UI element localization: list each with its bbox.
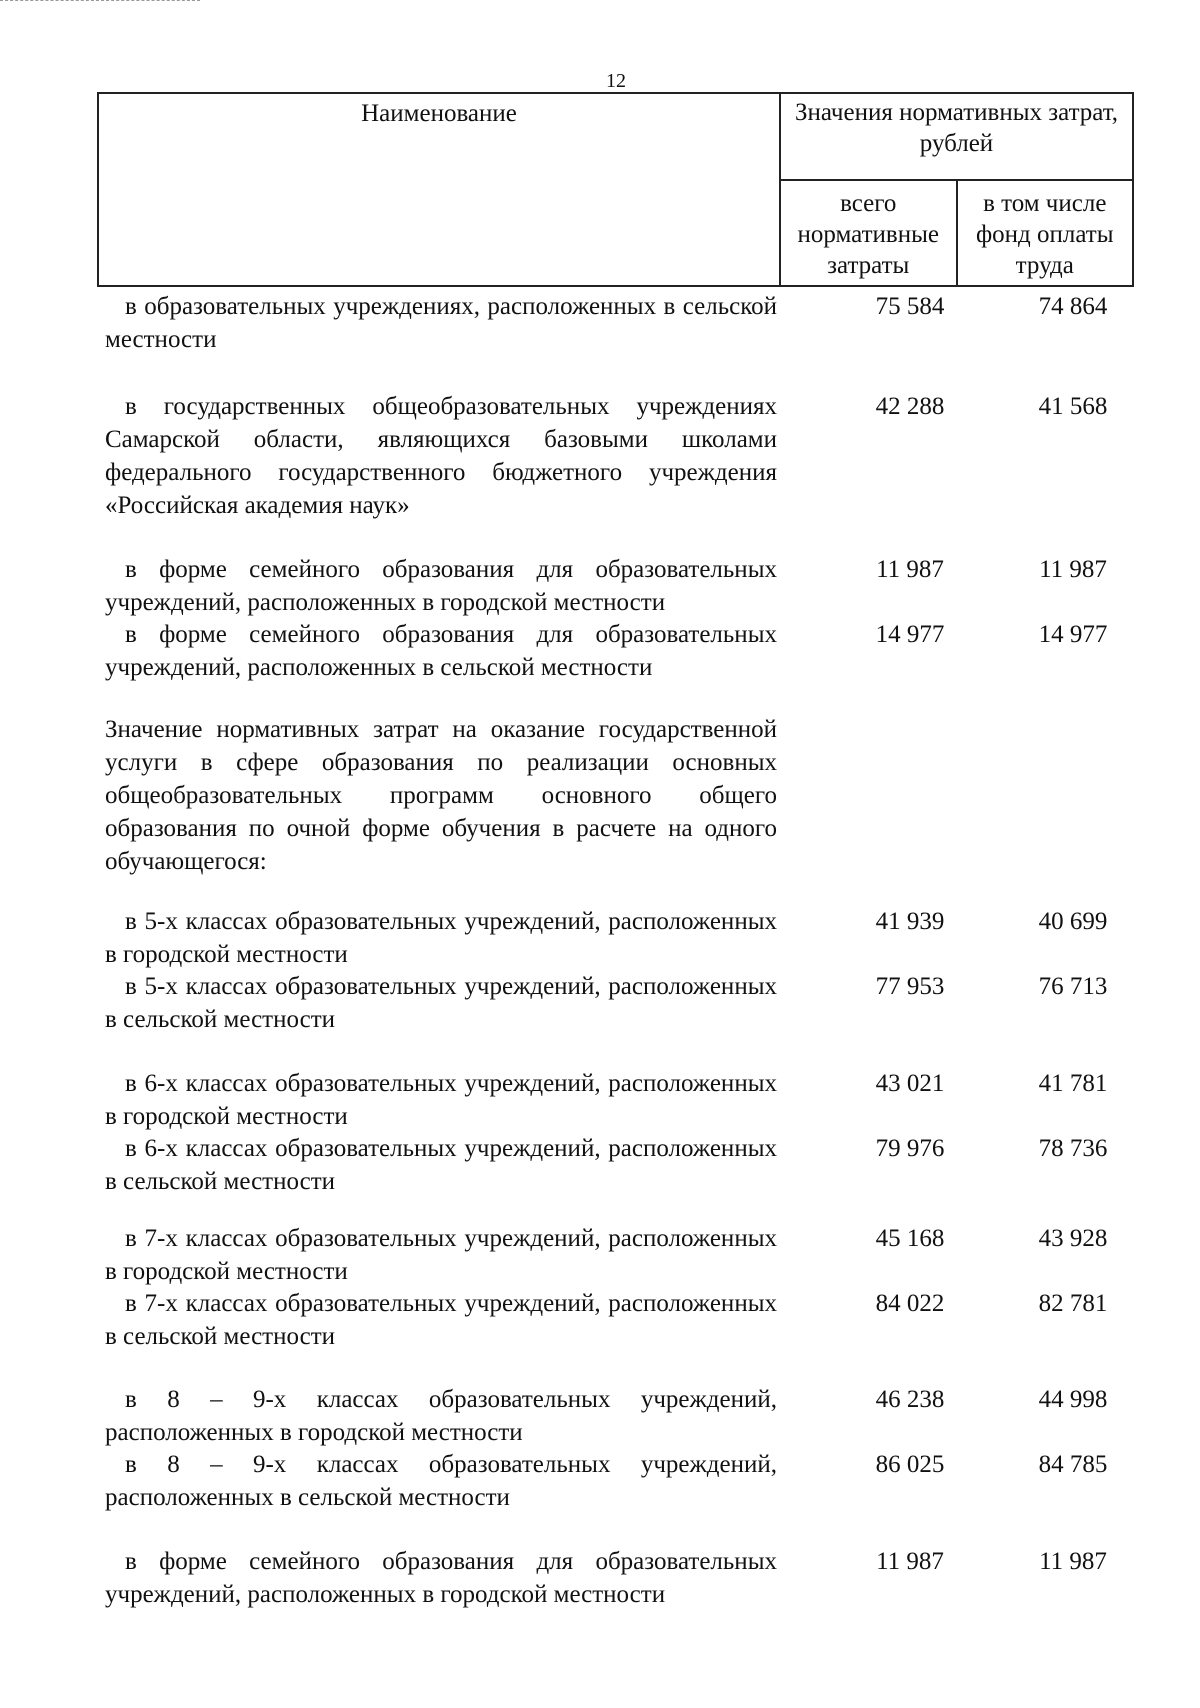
row-name: в государственных общеобразовательных учреждениях Самарской области, являющихся базовыми школами федерального государственного бюджетного учреждения «Российская академия наук»	[105, 393, 777, 519]
row-name: в 5-х классах образовательных учреждений, расположенных в городской местности	[105, 908, 777, 968]
row-total: 77 953	[875, 973, 945, 1000]
scan-artifact-rule	[0, 0, 200, 2]
row-total: 41 939	[875, 908, 945, 935]
row-total: 11 987	[876, 556, 944, 583]
row-name: в форме семейного образования для образовательных учреждений, расположенных в городской местности	[105, 1548, 777, 1608]
row-payroll: 74 864	[1038, 293, 1108, 320]
row-total: 79 976	[875, 1135, 945, 1162]
row-total: 86 025	[875, 1451, 945, 1478]
row-payroll: 44 998	[1038, 1386, 1108, 1413]
row-total: 43 021	[875, 1070, 945, 1097]
page-number: 12	[606, 70, 626, 92]
row-total: 11 987	[876, 1548, 944, 1575]
row-payroll: 78 736	[1038, 1135, 1108, 1162]
row-total: 14 977	[875, 621, 945, 648]
row-payroll: 40 699	[1038, 908, 1108, 935]
row-total: 45 168	[875, 1225, 945, 1252]
column-header-total: всего нормативные затраты	[780, 180, 957, 286]
row-name: в форме семейного образования для образовательных учреждений, расположенных в сельской местности	[105, 621, 777, 681]
row-name: в 7-х классах образовательных учреждений, расположенных в городской местности	[105, 1225, 777, 1285]
row-payroll: 41 568	[1038, 393, 1108, 420]
section-heading: Значение нормативных затрат на оказание государственной услуги в сфере образования по реализации основных общеобразовательных программ основного общего образования по очной форме обучения в расчете на одного обучающегося:	[105, 716, 777, 875]
row-payroll: 76 713	[1038, 973, 1108, 1000]
row-name: в 6-х классах образовательных учреждений, расположенных в сельской местности	[105, 1135, 777, 1195]
column-header-name: Наименование	[98, 93, 780, 286]
column-header-payroll: в том числе фонд оплаты труда	[957, 180, 1134, 286]
row-payroll: 11 987	[1039, 556, 1107, 583]
row-payroll: 41 781	[1038, 1070, 1108, 1097]
row-total: 46 238	[875, 1386, 945, 1413]
row-payroll: 84 785	[1038, 1451, 1108, 1478]
row-payroll: 14 977	[1038, 621, 1108, 648]
row-name: в 8 – 9-х классах образовательных учреждений, расположенных в городской местности	[105, 1386, 777, 1446]
table-header	[97, 92, 1134, 287]
column-header-values: Значения нормативных затрат, рублей	[780, 93, 1133, 180]
row-payroll: 11 987	[1039, 1548, 1107, 1575]
row-payroll: 82 781	[1038, 1290, 1108, 1317]
row-total: 84 022	[875, 1290, 945, 1317]
row-name: в 5-х классах образовательных учреждений, расположенных в сельской местности	[105, 973, 777, 1033]
row-name: в форме семейного образования для образовательных учреждений, расположенных в городской местности	[105, 556, 777, 616]
row-total: 75 584	[875, 293, 945, 320]
row-name: в 7-х классах образовательных учреждений, расположенных в сельской местности	[105, 1290, 777, 1350]
row-name: в образовательных учреждениях, расположенных в сельской местности	[105, 293, 777, 353]
row-total: 42 288	[875, 393, 945, 420]
row-name: в 8 – 9-х классах образовательных учреждений, расположенных в сельской местности	[105, 1451, 777, 1511]
row-payroll: 43 928	[1038, 1225, 1108, 1252]
row-name: в 6-х классах образовательных учреждений, расположенных в городской местности	[105, 1070, 777, 1130]
